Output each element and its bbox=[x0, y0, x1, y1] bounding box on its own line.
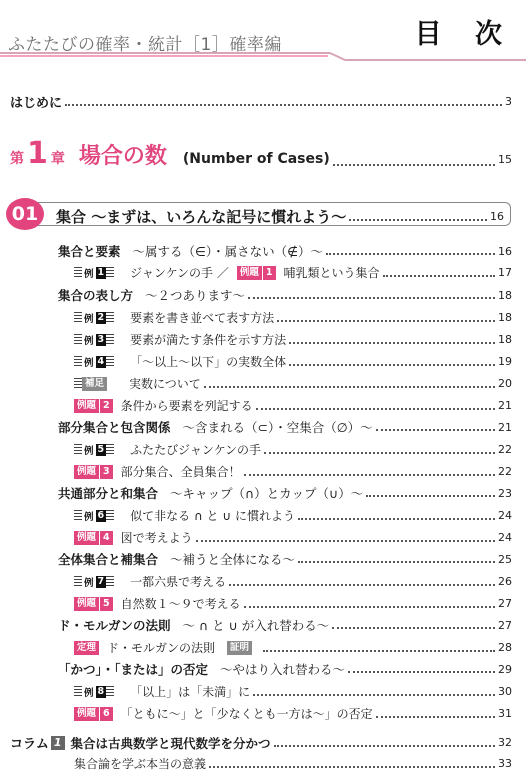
toc-entry-exercise[interactable] bbox=[74, 595, 512, 612]
toc-entry-example[interactable] bbox=[74, 309, 512, 326]
toc-entry-example[interactable] bbox=[74, 264, 512, 281]
toc-entry-intro[interactable] bbox=[10, 92, 512, 111]
entry-title: 集合は古典数学と現代数学を分かつ bbox=[70, 735, 271, 751]
toc-entry-subsection[interactable] bbox=[58, 286, 512, 304]
page-header bbox=[0, 0, 526, 70]
toc-entry-exercise[interactable] bbox=[74, 529, 512, 546]
toc-entry-subsection[interactable] bbox=[58, 660, 512, 678]
entry-text: 条件から要素を列記する bbox=[120, 399, 253, 413]
theorem-badge: 定理 bbox=[74, 641, 99, 655]
leader-dots bbox=[204, 386, 495, 388]
entry-text: 一都六県で考える bbox=[130, 575, 227, 589]
page-number: 26 bbox=[498, 575, 512, 588]
toc-entry-example[interactable] bbox=[74, 507, 512, 524]
column-badge: コラム 1 bbox=[10, 733, 65, 752]
leader-dots bbox=[248, 297, 495, 299]
toc-entry-exercise[interactable] bbox=[74, 463, 512, 480]
exercise-number: 4 bbox=[100, 531, 113, 545]
page-number: 28 bbox=[498, 641, 512, 654]
chapter-number: 1 bbox=[27, 136, 48, 171]
subsection-subtitle: 〜キャップ（∩）とカップ（∪）〜 bbox=[170, 486, 364, 501]
leader-dots bbox=[264, 452, 495, 454]
leader-dots bbox=[376, 716, 495, 718]
example-badge: 例 4 bbox=[74, 355, 114, 369]
toc-entry-subsection[interactable] bbox=[58, 616, 512, 634]
subsection-title: 「かつ」・「または」の否定 bbox=[58, 662, 209, 677]
subsection-title: 集合の表し方 bbox=[58, 288, 134, 303]
page-number: 31 bbox=[498, 707, 512, 720]
leader-dots bbox=[298, 518, 495, 520]
leader-dots bbox=[263, 650, 495, 652]
leader-dots bbox=[348, 671, 495, 673]
example-badge: 例 2 bbox=[74, 311, 114, 325]
section-title: 集合 〜まずは、いろんな記号に慣れよう〜 bbox=[56, 208, 347, 226]
toc-entry-subsection[interactable] bbox=[58, 418, 512, 436]
page-number: 19 bbox=[498, 355, 512, 368]
chapter-suffix: 章 bbox=[50, 151, 65, 167]
entry-text: 実数について bbox=[129, 377, 201, 391]
toc-entry-subsection[interactable] bbox=[58, 242, 512, 260]
section-number-badge: 01 bbox=[6, 198, 44, 230]
toc-entry-section-01[interactable] bbox=[6, 198, 512, 230]
page-number: 17 bbox=[498, 266, 512, 279]
page-number: 22 bbox=[498, 443, 512, 456]
leader-dots bbox=[229, 584, 495, 586]
chapter-english-title: (Number of Cases) bbox=[182, 151, 330, 167]
subsection-subtitle: 〜２つあります〜 bbox=[145, 288, 246, 303]
entry-text: 集合論を学ぶ本当の意義 bbox=[74, 757, 207, 771]
entry-text: 似て非なる ∩ と ∪ に慣れよう bbox=[130, 509, 295, 523]
toc-entry-column[interactable] bbox=[10, 733, 512, 752]
leader-dots bbox=[244, 606, 495, 608]
leader-dots bbox=[376, 429, 495, 431]
leader-dots bbox=[332, 627, 495, 629]
leader-dots bbox=[253, 694, 495, 696]
supplement-badge: 補足 bbox=[74, 377, 107, 391]
subsection-subtitle: 〜補うと全体になる〜 bbox=[170, 552, 296, 567]
exercise-badge: 例題 bbox=[74, 465, 99, 479]
subsection-subtitle: 〜属する（∈）・属さない（∉）〜 bbox=[132, 244, 324, 259]
page-number: 25 bbox=[498, 552, 512, 566]
toc-entry-supplement[interactable] bbox=[74, 375, 512, 392]
example-badge: 例 3 bbox=[74, 333, 114, 347]
subsection-title: 全体集合と補集合 bbox=[58, 552, 159, 567]
toc-entry-example[interactable] bbox=[74, 441, 512, 458]
leader-dots bbox=[244, 474, 495, 476]
chapter-title: 場合の数 bbox=[78, 144, 167, 169]
page-number: 21 bbox=[498, 399, 512, 412]
exercise-badge: 例題 bbox=[74, 597, 99, 611]
page-number: 29 bbox=[498, 662, 512, 676]
leader-dots bbox=[196, 540, 495, 542]
subsection-title: ド・モルガンの法則 bbox=[58, 618, 171, 633]
page-number: 27 bbox=[498, 597, 512, 610]
leader-dots bbox=[65, 104, 502, 106]
entry-text: 図で考えよう bbox=[120, 531, 193, 545]
example-badge: 例 7 bbox=[74, 575, 114, 589]
page-number: 33 bbox=[498, 757, 512, 770]
entry-text: ド・モルガンの法則 bbox=[107, 641, 216, 655]
toc-entry-example[interactable] bbox=[74, 331, 512, 348]
page-number: 3 bbox=[505, 95, 512, 108]
leader-dots bbox=[366, 495, 495, 497]
toc-entry-theorem[interactable] bbox=[74, 639, 512, 656]
leader-dots bbox=[289, 364, 495, 366]
toc-entry-example[interactable] bbox=[74, 353, 512, 370]
exercise-number: 6 bbox=[100, 707, 113, 721]
entry-text: 自然数１〜９で考える bbox=[120, 597, 241, 611]
exercise-number: 3 bbox=[100, 465, 113, 479]
entry-text: 「ともに〜」と「少なくとも一方は〜」の否定 bbox=[120, 707, 373, 721]
page-number: 32 bbox=[498, 736, 512, 749]
book-title: ふたたびの確率・統計［1］確率編 bbox=[8, 35, 282, 55]
toc-entry-column-sub[interactable] bbox=[74, 755, 512, 772]
example-badge: 例 8 bbox=[74, 685, 114, 699]
entry-text: ふたたびジャンケンの手 bbox=[130, 443, 262, 457]
leader-dots bbox=[274, 745, 495, 747]
chapter-prefix: 第 bbox=[10, 151, 24, 167]
entry-text: 要素が満たす条件を示す方法 bbox=[130, 333, 287, 347]
leader-dots bbox=[289, 342, 495, 344]
leader-dots bbox=[277, 320, 495, 322]
entry-text: 哺乳類という集合 bbox=[283, 266, 380, 280]
entry-text: 「以上」は「未満」に bbox=[130, 685, 251, 699]
exercise-badge: 例題 bbox=[74, 531, 99, 545]
entry-text: 部分集合、全員集合！ bbox=[120, 465, 241, 479]
exercise-badge: 例題 bbox=[237, 266, 262, 280]
page-number: 24 bbox=[498, 509, 512, 522]
page-number: 15 bbox=[498, 153, 512, 166]
page-number: 24 bbox=[498, 531, 512, 544]
toc-entry-exercise[interactable] bbox=[74, 705, 512, 722]
exercise-number: 2 bbox=[100, 399, 113, 413]
toc-entry-example[interactable] bbox=[74, 573, 512, 590]
exercise-badge: 例題 bbox=[74, 707, 99, 721]
page-number: 21 bbox=[498, 420, 512, 434]
page-number: 16 bbox=[490, 210, 504, 223]
subsection-title: 集合と要素 bbox=[58, 244, 121, 259]
entry-text: ジャンケンの手 ／ bbox=[130, 266, 229, 280]
toc-entry-exercise[interactable] bbox=[74, 397, 512, 414]
toc-entry-subsection[interactable] bbox=[58, 550, 512, 568]
toc-title: 目 次 bbox=[414, 19, 514, 50]
entry-title: はじめに bbox=[10, 96, 63, 111]
exercise-number: 5 bbox=[100, 597, 113, 611]
entry-text: 要素を書き並べて表す方法 bbox=[130, 311, 275, 325]
page-number: 27 bbox=[498, 618, 512, 632]
subsection-title: 共通部分と和集合 bbox=[58, 486, 159, 501]
leader-dots bbox=[298, 561, 495, 563]
leader-dots bbox=[256, 408, 495, 410]
example-badge: 例 5 bbox=[74, 443, 114, 457]
exercise-number: 1 bbox=[263, 266, 276, 280]
example-badge: 例 6 bbox=[74, 509, 114, 523]
example-badge: 例 1 bbox=[74, 266, 114, 280]
leader-dots bbox=[383, 275, 495, 277]
exercise-badge: 例題 bbox=[74, 399, 99, 413]
page-number: 18 bbox=[498, 311, 512, 324]
subsection-subtitle: 〜 ∩ と ∪ が入れ替わる〜 bbox=[182, 618, 330, 633]
page-number: 18 bbox=[498, 288, 512, 302]
page-number: 16 bbox=[498, 244, 512, 258]
page-number: 18 bbox=[498, 333, 512, 346]
leader-dots bbox=[209, 766, 495, 768]
leader-dots bbox=[333, 164, 495, 166]
toc-entry-chapter-1[interactable] bbox=[10, 136, 512, 171]
proof-badge: 証明 bbox=[227, 641, 252, 655]
entry-text: 「〜以上〜以下」の実数全体 bbox=[130, 355, 287, 369]
subsection-subtitle: 〜やはり入れ替わる〜 bbox=[220, 662, 346, 677]
page-number: 22 bbox=[498, 465, 512, 478]
page-number: 30 bbox=[498, 685, 512, 698]
leader-dots bbox=[349, 219, 487, 221]
toc-entry-example[interactable] bbox=[74, 683, 512, 700]
subsection-subtitle: 〜含まれる（⊂）・空集合（∅）〜 bbox=[182, 420, 373, 435]
page-number: 23 bbox=[498, 486, 512, 500]
header-rule bbox=[0, 0, 526, 70]
toc-entry-subsection[interactable] bbox=[58, 484, 512, 502]
page-number: 20 bbox=[498, 377, 512, 390]
leader-dots bbox=[326, 253, 495, 255]
subsection-title: 部分集合と包含関係 bbox=[58, 420, 171, 435]
